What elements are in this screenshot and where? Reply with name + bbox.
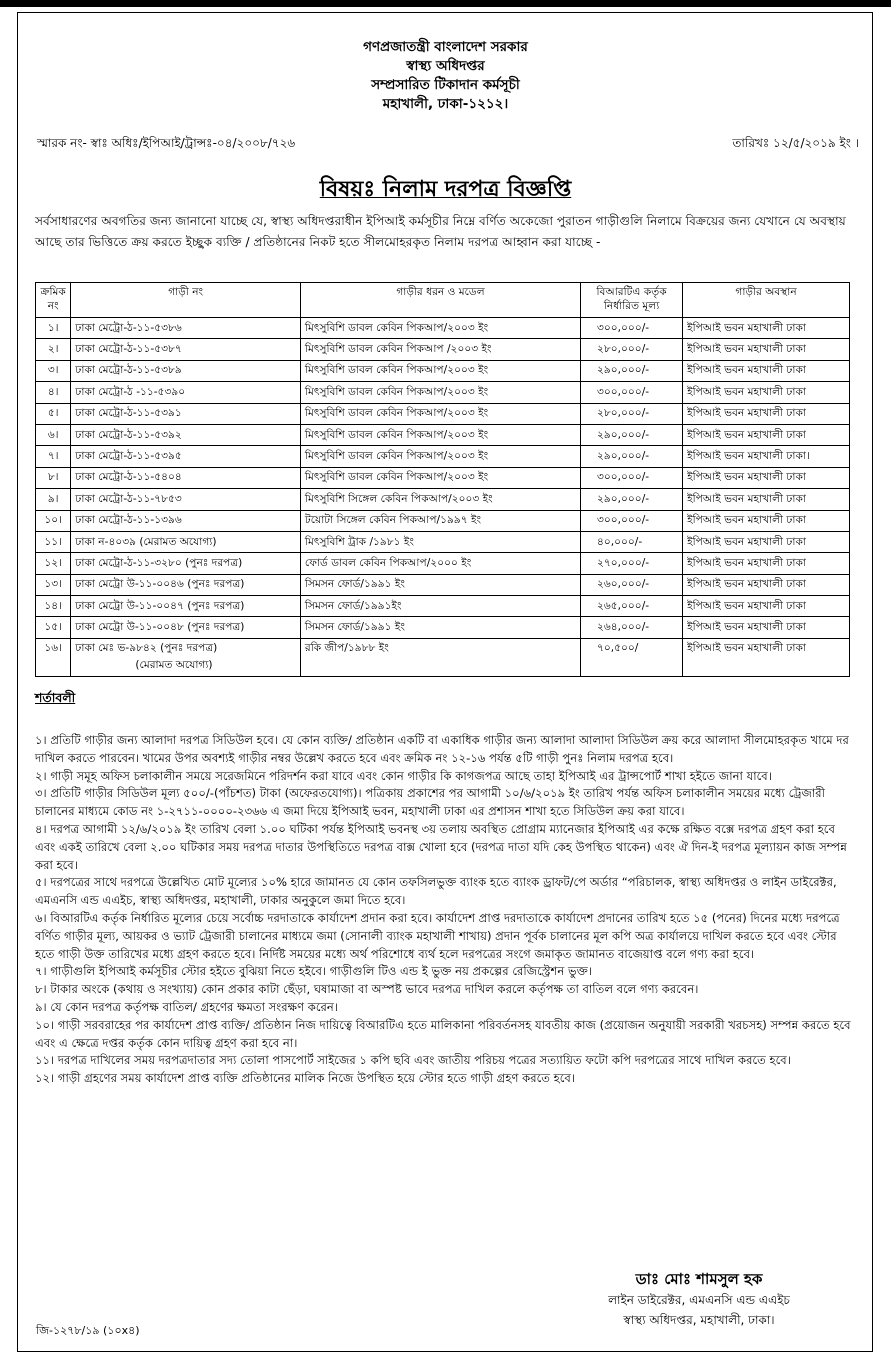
cell-vehicle-no: ঢাকা মেট্রো-ঠ-১১-৫৩৮৬: [71, 318, 301, 339]
cell-location: ইপিআই ভবন মহাখালী ঢাকা: [683, 318, 850, 339]
cell-price: ২৯০,০০০/-: [581, 424, 683, 445]
term-item: ৮। টাকার অংকে (কথায় ও সংখ্যায়) কোন প্রকার কাটা ছেঁড়া, ঘষামাজা বা অস্পষ্ট ভাবে দরপত্র দাখিল করলে কর্তৃপক্ষ তা বাতিল বলে গণ্য করবেন।: [35, 982, 699, 997]
signatory-designation: লাইন ডাইরেক্টর, এমএনসি এন্ড এএইচ: [608, 1293, 790, 1307]
cell-model: সিমসন ফোর্ড/১৯৯১ইং: [300, 596, 580, 617]
cell-serial: ১০।: [36, 510, 71, 531]
cell-price: ২৮০,০০০/-: [581, 339, 683, 360]
cell-location: ইপিআই ভবন মহাখালী ঢাকা: [683, 531, 850, 552]
cell-price: ২৯০,০০০/-: [581, 360, 683, 381]
cell-location: ইপিআই ভবন মহাখালী ঢাকা: [683, 382, 850, 403]
term-item: ৫। দরপত্রের সাথে দরপত্রে উল্লেখিত মোট মূল্যের ১০% হারে জামানত যে কোন তফসিলভুক্ত ব্যাংক হতে ব্যাংক ড্রাফট/পে অর্ডার “পরিচালক, স্বাস্থ্য অধিদপ্তর ও লাইন ডাইরেক্টর, এমএনসি এন্ড এএইচ, স্বাস্থ্য অধিদপ্তর, মহাখালী, ঢাকার অনুকুলে জমা দিতে হবে।: [35, 875, 837, 908]
cell-price: ৭০,৫০০/: [581, 638, 683, 676]
cell-vehicle-no: ঢাকা মেট্রো-ঠ-১১-১৩৯৬: [71, 510, 301, 531]
cell-vehicle-no: ঢাকা মেট্রো-ঠ-১১-৫৩৯৫: [71, 446, 301, 467]
cell-model: ফোর্ড ডাবল কেবিন পিকআপ/২০০০ ইং: [300, 553, 580, 574]
cell-location: ইপিআই ভবন মহাখালী ঢাকা: [683, 467, 850, 488]
terms-list: [35, 732, 853, 1088]
publication-code: জি-১২৭৮/১৯ (১০x৪): [36, 1324, 140, 1337]
table-row: [36, 318, 850, 339]
program-line: সম্প্রসারিত টিকাদান কর্মসূচী: [371, 77, 520, 93]
term-item: ৬। বিআরটিএ কর্তৃক নির্ধারিত মূল্যের চেয়ে সর্বোচ্চ দরদাতাকে কার্যাদেশ প্রদান করা হবে। কার্যাদেশ প্রাপ্ত দরদাতাকে কার্যাদেশ প্রদানের তারিখ হতে ১৫ (পনের) দিনের মধ্যে দরপত্রে বর্ণিত গাড়ীর মূল্য, আয়কর ও ভ্যাট ট্রেজারী চালানের মাধ্যমে জমা (সোনালী ব্যাংক মহাখালী শাখায়) প্রদান পূর্বক চালানের মূল কপি অত্র কার্যালয়ে দাখিল করতে হবে এবং স্টোর হতে গাড়ী উক্ত তারিখের মধ্যে গ্রহণ করতে হবে। নির্দিষ্ট সময়ের মধ্যে অর্থ পরিশোধে ব্যর্থ হলে দরপত্রের সংগে জমাকৃত জামানত বাজেয়াপ্ত বলে গণ্য করা হবে।: [35, 910, 840, 961]
cell-price: ৪০,০০০/-: [581, 531, 683, 552]
intro-paragraph: সর্বসাধারণের অবগতির জন্য জানানো যাচ্ছে যে, স্বাস্থ্য অধিদপ্তরাধীন ইপিআই কর্মসূচীর নিম্নে বর্ণিত অকেজো পুরাতন গাড়ীগুলি নিলামে বিক্রয়ের জন্য যেখানে যে অবস্থায় আছে তার ভিত্তিতে ক্রয় করতে ইচ্ছুক ব্যক্তি / প্রতিষ্ঠানের নিকট হতে সীলমোহরকৃত নিলাম দরপত্র আহ্বান করা যাচ্ছে -: [35, 214, 846, 249]
cell-model: মিৎসুবিশি ডাবল কেবিন পিকআপ /২০০৩ ইং: [300, 339, 580, 360]
table-row: [36, 510, 850, 531]
cell-vehicle-no: ঢাকা মেট্রো উ-১১-০০৪৬ (পুনঃ দরপত্র): [71, 574, 301, 595]
cell-vehicle-no: ঢাকা মেট্রো-ঠ-১১-৫৩৯১: [71, 403, 301, 424]
cell-vehicle-no: ঢাকা মেট্রো উ-১১-০০৪৮ (পুনঃ দরপত্র): [71, 617, 301, 638]
cell-price: ৩০০,০০০/-: [581, 382, 683, 403]
cell-location: ইপিআই ভবন মহাখালী ঢাকা: [683, 574, 850, 595]
table-row: [36, 403, 850, 424]
cell-model: সিমসন ফোর্ড/১৯৯১ ইং: [300, 617, 580, 638]
header-price: বিআরটিএ কর্তৃক নির্ধারিত মূল্য: [581, 283, 683, 318]
cell-serial: ১৬।: [36, 638, 71, 676]
cell-vehicle-no: ঢাকা মেট্রো-ঠ-১১-৫৪০৪: [71, 467, 301, 488]
cell-model: মিৎসুবিশি ট্রাক /১৯৮১ ইং: [300, 531, 580, 552]
govt-line: গণপ্রজাতন্ত্রী বাংলাদেশ সরকার: [363, 39, 528, 55]
term-item: ১১। দরপত্র দাখিলের সময় দরপত্রদাতার সদ্য তোলা পাসপোর্ট সাইজের ১ কপি ছবি এবং জাতীয় পরিচয় পত্রের সত্যায়িত ফটো কপি দরপত্রের সাথে দাখিল করতে হবে।: [35, 1053, 791, 1068]
cell-vehicle-no: ঢাকা মেট্রো-ঠ-১১-৩২৮০ (পুনঃ দরপত্র): [71, 553, 301, 574]
top-border-bar: [0, 0, 891, 7]
cell-price: ২৯০,০০০/-: [581, 446, 683, 467]
table-row: [36, 424, 850, 445]
signatory-name: ডাঃ মোঃ শামসুল হক: [635, 1270, 763, 1288]
memo-number: স্মারক নং- স্বাঃ অধিঃ/ইপিআই/ট্রান্সঃ-০৪/২০০৮/৭২৬: [37, 136, 296, 150]
cell-model: মিৎসুবিশি ডাবল কেবিন পিকআপ/২০০৩ ইং: [300, 467, 580, 488]
cell-model: মিৎসুবিশি ডাবল কেবিন পিকআপ/২০০৩ ইং: [300, 446, 580, 467]
department-line: স্বাস্থ্য অধিদপ্তর: [406, 58, 485, 74]
term-item: ৯। যে কোন দরপত্র কর্তৃপক্ষ বাতিল/ গ্রহণের ক্ষমতা সংরক্ষণ করেন।: [35, 999, 338, 1014]
table-row: [36, 489, 850, 510]
address-line: মহাখালী, ঢাকা-১২১২।: [382, 96, 509, 112]
cell-vehicle-no: ঢাকা মেট্রো-ঠ-১১-৫৩৯২: [71, 424, 301, 445]
signatory-office: স্বাস্থ্য অধিদপ্তর, মহাখালী, ঢাকা।: [623, 1313, 775, 1327]
cell-serial: ১৩।: [36, 574, 71, 595]
cell-location: ইপিআই ভবন মহাখালী ঢাকা: [683, 553, 850, 574]
cell-price: ৩০০,০০০/-: [581, 467, 683, 488]
cell-vehicle-no: ঢাকা মেট্রো-ঠ-১১-৫৩৮৭: [71, 339, 301, 360]
cell-model: মিৎসুবিশি ডাবল কেবিন পিকআপ/২০০৩ ইং: [300, 403, 580, 424]
table-row: [36, 638, 850, 676]
cell-location: ইপিআই ভবন মহাখালী ঢাকা: [683, 403, 850, 424]
cell-serial: ৮।: [36, 467, 71, 488]
cell-vehicle-no: ঢাকা মেট্রো-ঠ-১১-৭৮৫৩: [71, 489, 301, 510]
cell-location: ইপিআই ভবন মহাখালী ঢাকা: [683, 489, 850, 510]
cell-price: ৩০০,০০০/-: [581, 318, 683, 339]
term-item: ১০। গাড়ী সরবরাহের পর কার্যাদেশ প্রাপ্ত ব্যক্তি/ প্রতিষ্ঠান নিজ দায়িত্বে বিআরটিএ হতে মালিকানা পরিবর্তনসহ যাবতীয় কাজ (প্রয়োজন অনুযায়ী সরকারী খরচসহ) সম্পন্ন করতে হবে এবং এ ক্ষেত্রে দপ্তর কর্তৃক কোন দায়িত্ব গ্রহণ করা হবে না।: [35, 1017, 851, 1050]
cell-vehicle-no: ঢাকা মেট্রো-ঠ-১১-৫৩৮৯: [71, 360, 301, 381]
term-item: ১২। গাড়ী গ্রহণের সময় কার্যাদেশ প্রাপ্ত ব্যক্তি প্রতিষ্ঠানের মালিক নিজে উপস্থিত হয়ে স্টোর হতে গাড়ী গ্রহণ করতে হবে।: [35, 1071, 576, 1086]
cell-serial: ১৫।: [36, 617, 71, 638]
subject-text: বিষয়ঃ নিলাম দরপত্র বিজ্ঞপ্তি: [319, 177, 572, 202]
vehicle-no-line: ঢাকা মেঃ ভ-৯৮৪২ (পুনঃ দরপত্র): [75, 641, 218, 654]
table-header-row: [36, 283, 850, 318]
term-item: ২। গাড়ী সমূহ অফিস চলাকালীন সময়ে সরেজমিনে পরিদর্শন করা যাবে এবং কোন গাড়ীর কি কাগজপত্র আছে তাহা ইপিআই এর ট্রান্সপোর্ট শাখা হইতে জানা যাবে।: [35, 768, 772, 783]
term-item: ৪। দরপত্র আগামী ১২/৬/২০১৯ ইং তারিখ বেলা ১.০০ ঘটিকা পর্যন্ত ইপিআই ভবনস্থ ৩য় তলায় অবস্থিত প্রোগ্রাম ম্যানেজার ইপিআই এর কক্ষে রক্ষিত বক্সে দরপত্র গ্রহণ করা হবে এবং একই তারিখে বেলা ২.০০ ঘটিকার সময় দরপত্র দাতার উপস্থিতিতে দরপত্র বাক্স খোলা হবে (দরপত্র দাতা যদি কেহ উপস্থিত থাকেন) এবং ঐ দিন-ই দরপত্র মূল্যায়ন কাজ সম্পন্ন করা হবে।: [35, 821, 847, 872]
cell-serial: ১৪।: [36, 596, 71, 617]
table-row: [36, 596, 850, 617]
table-row: [36, 467, 850, 488]
cell-price: ২৬৪,০০০/-: [581, 617, 683, 638]
cell-location: ইপিআই ভবন মহাখালী ঢাকা: [683, 596, 850, 617]
term-item: ১। প্রতিটি গাড়ীর জন্য আলাদা দরপত্র সিডিউল হবে। যে কোন ব্যক্তি/ প্রতিষ্ঠান একটি বা একাধিক গাড়ীর জন্য আলাদা আলাদা সিডিউল ক্রয় করে আলাদা সীলমোহরকৃত খামে দর দাখিল করতে পারবেন। খামের উপর অবশ্যই গাড়ীর নম্বর উল্লেখ করতে হবে এবং ক্রমিক নং ১২-১৬ পর্যন্ত ৫টি গাড়ী পুনঃ নিলাম দরপত্র হবে।: [35, 733, 849, 765]
table-row: [36, 339, 850, 360]
cell-serial: ৬।: [36, 424, 71, 445]
cell-location: ইপিআই ভবন মহাখালী ঢাকা: [683, 510, 850, 531]
cell-model: মিৎসুবিশি সিঙ্গেল কেবিন পিকআপ/২০০৩ ইং: [300, 489, 580, 510]
cell-serial: ৯।: [36, 489, 71, 510]
cell-serial: ১১।: [36, 531, 71, 552]
cell-vehicle-no: ঢাকা মেট্রো-ঠ -১১-৫৩৯০: [71, 382, 301, 403]
vehicle-table: [35, 282, 850, 677]
table-row: [36, 574, 850, 595]
cell-location: ইপিআই ভবন মহাখালী ঢাকা।: [683, 446, 850, 467]
signature-block: [549, 1268, 849, 1330]
table-row: [36, 531, 850, 552]
subject-heading: [0, 172, 891, 209]
cell-serial: ২।: [36, 339, 71, 360]
cell-serial: ৭।: [36, 446, 71, 467]
notice-date: তারিখঃ ১২/৫/২০১৯ ইং ।: [732, 136, 859, 150]
cell-model: মিৎসুবিশি ডাবল কেবিন পিকআপ/২০০৩ ইং: [300, 360, 580, 381]
cell-model: মিৎসুবিশি ডাবল কেবিন পিকআপ/২০০৩ ইং: [300, 424, 580, 445]
cell-location: ইপিআই ভবন মহাখালী ঢাকা: [683, 424, 850, 445]
term-item: ৩। প্রতিটি গাড়ীর সিডিউল মূল্য ৫০০/-(পাঁচশত) টাকা (অফেরতযোগ্য)। পত্রিকায় প্রকাশের পর আগামী ১০/৬/২০১৯ ইং তারিখ পর্যন্ত অফিস চলাকালীন সময়ের মধ্যে ট্রেজারী চালানের মাধ্যমে কোড নং ১-২৭১১-০০০০-২৩৬৬ এ জমা দিয়ে ইপিআই ভবন, মহাখালী ঢাকা এর প্রশাসন শাখা হতে সিডিউল ক্রয় করা যাবে।: [35, 786, 825, 819]
table-row: [36, 553, 850, 574]
cell-model: মিৎসুবিশি ডাবল কেবিন পিকআপ/২০০৩ ইং: [300, 382, 580, 403]
header-model: গাড়ীর ধরন ও মডেল: [300, 283, 580, 318]
cell-price: ২৯০,০০০/-: [581, 489, 683, 510]
cell-model: রকি জীপ/১৯৮৮ ইং: [300, 638, 580, 676]
term-item: ৭। গাড়ীগুলি ইপিআই কর্মসূচীর স্টোর হইতে বুঝিয়া নিতে হইবে। গাড়ীগুলি টিও এন্ড ই ভুক্ত নয় প্রকল্পের রেজিস্ট্রেশন ভুক্ত।: [35, 964, 593, 979]
cell-price: ২৭০,০০০/-: [581, 553, 683, 574]
table-row: [36, 446, 850, 467]
cell-price: ২৬৫,০০০/-: [581, 596, 683, 617]
header-serial: ক্রমিক নং: [36, 283, 71, 318]
cell-vehicle-no: ঢাকা মেট্রো উ-১১-০০৪৭ (পুনঃ দরপত্র): [71, 596, 301, 617]
table-row: [36, 382, 850, 403]
cell-serial: ১২।: [36, 553, 71, 574]
cell-serial: ৪।: [36, 382, 71, 403]
cell-serial: ৩।: [36, 360, 71, 381]
cell-location: ইপিআই ভবন মহাখালী ঢাকা: [683, 638, 850, 676]
cell-vehicle-no: ঢাকা ন-৪০৩৯ (মেরামত অযোগ্য): [71, 531, 301, 552]
cell-vehicle-no: [71, 638, 301, 676]
cell-location: ইপিআই ভবন মহাখালী ঢাকা: [683, 360, 850, 381]
cell-model: মিৎসুবিশি ডাবল কেবিন পিকআপ/২০০৩ ইং: [300, 318, 580, 339]
cell-price: ২৬০,০০০/-: [581, 574, 683, 595]
cell-location: ইপিআই ভবন মহাখালী ঢাকা: [683, 617, 850, 638]
cell-location: ইপিআই ভবন মহাখালী ঢাকা: [683, 339, 850, 360]
letterhead: [0, 38, 891, 114]
cell-serial: ১।: [36, 318, 71, 339]
vehicle-no-note: (মেরামত অযোগ্য): [135, 658, 213, 671]
cell-price: ২৮০,০০০/-: [581, 403, 683, 424]
header-vehicle-no: গাড়ী নং: [71, 283, 301, 318]
cell-model: সিমসন ফোর্ড/১৯৯১ ইং: [300, 574, 580, 595]
cell-model: টয়োটা সিঙ্গেল কেবিন পিকআপ/১৯৯৭ ইং: [300, 510, 580, 531]
header-location: গাড়ীর অবস্থান: [683, 283, 850, 318]
cell-serial: ৫।: [36, 403, 71, 424]
cell-price: ৩০০,০০০/-: [581, 510, 683, 531]
terms-heading: শর্তাবলী: [35, 690, 76, 705]
table-row: [36, 617, 850, 638]
table-row: [36, 360, 850, 381]
